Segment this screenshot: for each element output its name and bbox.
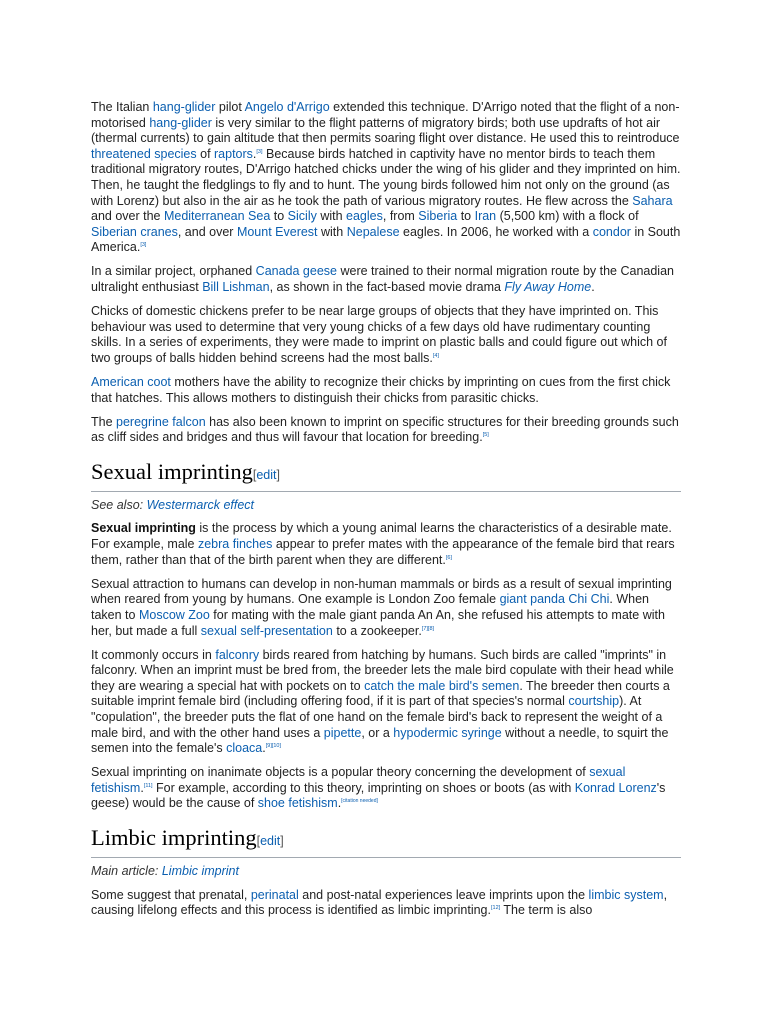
text: , or a [361,725,394,740]
citation-3b[interactable]: [3] [140,242,147,249]
text: Chicks of domestic chickens prefer to be near large groups of objects that they have imprinted on. This behaviour was used to determine that very young chicks of a few days old have rudimentary counting skills. In a series of experiments, they were made to imprint on plastic balls and could figure out which of two groups of balls hidden behind screens had the most balls. [91,304,667,365]
text: . When taken to [91,592,649,622]
link-catch-semen[interactable]: catch the male bird's semen [364,678,520,693]
text: to [457,209,475,224]
link-zebra-finches[interactable]: zebra finches [197,537,273,552]
citation-12[interactable]: [12] [490,905,501,912]
edit-section [257,834,284,848]
link-threatened-species[interactable]: threatened species [91,146,197,161]
link-mount-everest[interactable]: Mount Everest [236,224,318,239]
paragraph-panda [91,577,681,639]
bracket: ] [276,467,280,482]
paragraph-falconry [91,648,681,757]
text: The term is also [500,903,593,918]
text: is very similar to the flight patterns of migratory birds; both use updrafts of hot air (thermal currents) to gain altitude that then permits soaring flight over distance. He used this to reintroduce [91,115,680,146]
heading-limbic-imprinting [91,824,681,858]
text: in South America. [91,224,681,255]
link-konrad-lorenz[interactable]: Konrad Lorenz [574,780,657,795]
text: . [262,741,266,756]
citation-7-8[interactable]: [7][8] [421,625,435,632]
citation-9-10[interactable]: [9][10] [265,743,282,750]
heading-text: Limbic imprinting [91,825,257,851]
text: . [591,280,595,295]
hatnote-see-also [91,498,681,514]
link-shoe-fetishism[interactable]: shoe fetishism [257,796,338,811]
link-hypodermic-syringe[interactable]: hypodermic syringe [393,725,502,740]
bracket: [ [252,467,257,482]
link-condor[interactable]: condor [592,224,631,239]
link-american-coot[interactable]: American coot [91,375,171,389]
citation-3[interactable]: [3] [256,148,263,155]
text: to [270,209,288,224]
text: birds reared from hatching by humans. Such birds are called "imprints" in falconry. When an imprint must be bred from, the breeder lets the male bird copulate with their head while they are wearing a special hat with pockets on to [91,647,674,693]
link-raptors[interactable]: raptors [214,146,253,161]
link-text: Fly Away Home [504,280,592,295]
text: . [140,780,144,795]
bold-term: Sexual imprinting [91,521,196,536]
text: The Italian [91,100,153,114]
link-pipette[interactable]: pipette [323,725,362,740]
text: to a zookeeper. [332,623,422,638]
paragraph-dArrigo: The Italian hang-glider pilot Angelo d'Arrigo extended this technique. D'Arrigo noted that the flight of a non-motorised hang-glider is very similar to the flight patterns of migratory birds; both use updrafts of hot air (thermal currents) to gain altitude that then permits soaring flight over distance. He used this to reintroduce threatened species of raptors.[3] Because birds hatched in captivity have no mentor birds to teach them traditional migratory routes, D'Arrigo hatched chicks under the wing of his glider and they imprinted on him. Then, he taught the fledglings to fly and to hunt. The young birds followed him not only on the ground (as with Lorenz) but also in the air as he took the path of various migratory routes. He flew across the Sahara and over the Mediterranean Sea to Sicily with eagles, from Siberia to Iran (5,500 km) with a flock of Siberian cranes, and over Mount Everest with Nepalese eagles. In 2006, he worked with a condor in South America.[3] [91,100,681,255]
text: mothers have the ability to recognize their chicks by imprinting on cues from the first chick that hatches. This allows mothers to distinguish their chicks from parasitic chicks. [91,375,671,405]
text: For example, according to this theory, imprinting on shoes or boots (as with [152,780,575,795]
link-siberian-cranes[interactable]: Siberian cranes [91,224,178,239]
link-limbic-system[interactable]: limbic system [588,887,664,902]
text: and post-natal experiences leave imprints upon the [298,887,589,902]
link-bill-lishman[interactable]: Bill Lishman [202,280,270,295]
link-limbic-imprint[interactable]: Limbic imprint [161,864,239,879]
text: has also been known to imprint on specific structures for their breeding grounds such as cliff sides and bridges and thus will favour that location for breeding. [91,414,679,445]
text: . The breeder then courts a suitable imprint female bird (including offering food, if it is part of that species's normal [91,678,670,709]
paragraph-canada-geese [91,264,681,295]
text: ). At "copulation", the breeder puts the flat of one hand on the female bird's back to represent the weight of a male bird, and with the other hand uses a [91,694,663,740]
edit-section [253,468,280,482]
hatnote-main-article [91,864,681,880]
link-perinatal[interactable]: perinatal [250,887,299,902]
link-peregrine-falcon[interactable]: peregrine falcon [116,414,206,429]
link-sicily[interactable]: Sicily [287,209,317,224]
bracket: ] [280,834,284,849]
link-sexual[interactable]: sexual [200,623,237,638]
text: appear to prefer mates with the appearance of the female bird that rears them, rather than that of the birth parent when they are different. [91,537,675,567]
paragraph-limbic [91,888,681,919]
edit-link-sexual-imprinting[interactable]: edit [256,467,277,482]
link-courtship[interactable]: courtship [568,694,620,709]
hatnote-label: Main article: [91,864,162,879]
heading-text: Sexual imprinting [91,458,253,484]
text: The [91,414,117,429]
citation-4[interactable]: [4] [432,352,440,359]
bracket: [ [256,834,261,849]
heading-sexual-imprinting [91,458,681,492]
paragraph-sexual-imprinting [91,521,681,568]
paragraph-peregrine [91,415,681,446]
paragraph-inanimate-objects [91,765,681,812]
text: of [196,146,215,161]
link-mediterranean-sea[interactable]: Mediterranean Sea [163,209,271,224]
text: , as shown in the fact-based movie drama [269,280,505,295]
text: pilot [215,100,245,114]
text: In a similar project, orphaned [91,264,256,279]
link-eagles[interactable]: eagles [346,209,383,224]
text: were trained to their normal migration route by the Canadian ultralight enthusiast [91,264,674,295]
paragraph-chickens [91,304,681,366]
text: . [337,796,342,811]
hatnote-label: See also: [91,497,147,512]
link-westermarck-effect[interactable]: Westermarck effect [146,497,255,512]
text: extended this technique. D'Arrigo noted that the flight of a non-motorised [91,100,680,130]
text: for mating with the male giant panda An An, she refused his attempts to mate with her, but made a full [91,607,665,638]
link-fly-away-home[interactable] [504,280,591,294]
text: is the process by which a young animal learns the characteristics of a desirable mate. For example, male [91,521,672,552]
text: with [317,224,347,239]
link-angelo-darrigo[interactable]: Angelo d'Arrigo [244,100,330,114]
link-giant-panda-chi-chi[interactable]: giant panda Chi Chi [499,592,610,607]
link-iran[interactable]: Iran [474,209,497,224]
text: , and over [177,224,237,239]
text: eagles. In 2006, he worked with a [399,224,593,239]
edit-link-limbic-imprinting[interactable]: edit [260,834,281,849]
link-self-presentation[interactable]: self-presentation [240,623,333,638]
text: , from [382,209,419,224]
text: 's geese) would be the cause of [91,780,666,811]
text: , causing lifelong effects and this process is identified as limbic imprinting. [91,887,668,918]
link-canada-geese[interactable]: Canada geese [255,264,337,279]
link-hang-glider[interactable]: hang-glider [152,100,216,114]
article-content [91,100,681,927]
link-sahara[interactable]: Sahara [632,193,673,208]
link-hang-glider-2[interactable]: hang-glider [149,115,212,130]
text: Some suggest that prenatal, [91,887,251,902]
text: It commonly occurs in [91,647,216,662]
text: Sexual attraction to humans can develop in non-human mammals or birds as a result of sexual imprinting when reared from young by humans. One example is London Zoo female [91,576,672,607]
link-cloaca[interactable]: cloaca [226,741,263,756]
link-falconry[interactable]: falconry [215,647,260,662]
text: Sexual imprinting on inanimate objects is a popular theory concerning the development of [91,765,590,780]
citation-6[interactable]: [6] [445,554,452,561]
text: and over the [91,209,164,224]
citation-5[interactable]: [5] [482,432,489,439]
link-sexual-fetishism[interactable]: sexual fetishism [91,765,626,795]
link-moscow-zoo[interactable]: Moscow Zoo [138,607,210,622]
text: (5,500 km) with a flock of [496,209,639,224]
text: Because birds hatched in captivity have no mentor birds to teach them traditional migratory routes, D'Arrigo hatched chicks under the wing of his glider and they imprinted on him. Then, he taught the fledglings to fly and to hunt. The young birds followed him not only on the ground (as with Lorenz) but also in the air as he took the path of various migratory routes. He flew across the [91,146,681,208]
citation-needed[interactable]: [citation needed] [341,798,378,805]
text: with [316,209,347,224]
paragraph-american-coot [91,375,681,406]
link-nepalese[interactable]: Nepalese [346,224,400,239]
citation-11[interactable]: [11] [143,782,153,789]
link-siberia[interactable]: Siberia [418,209,458,224]
text: without a needle, to squirt the semen into the female's [91,725,669,756]
